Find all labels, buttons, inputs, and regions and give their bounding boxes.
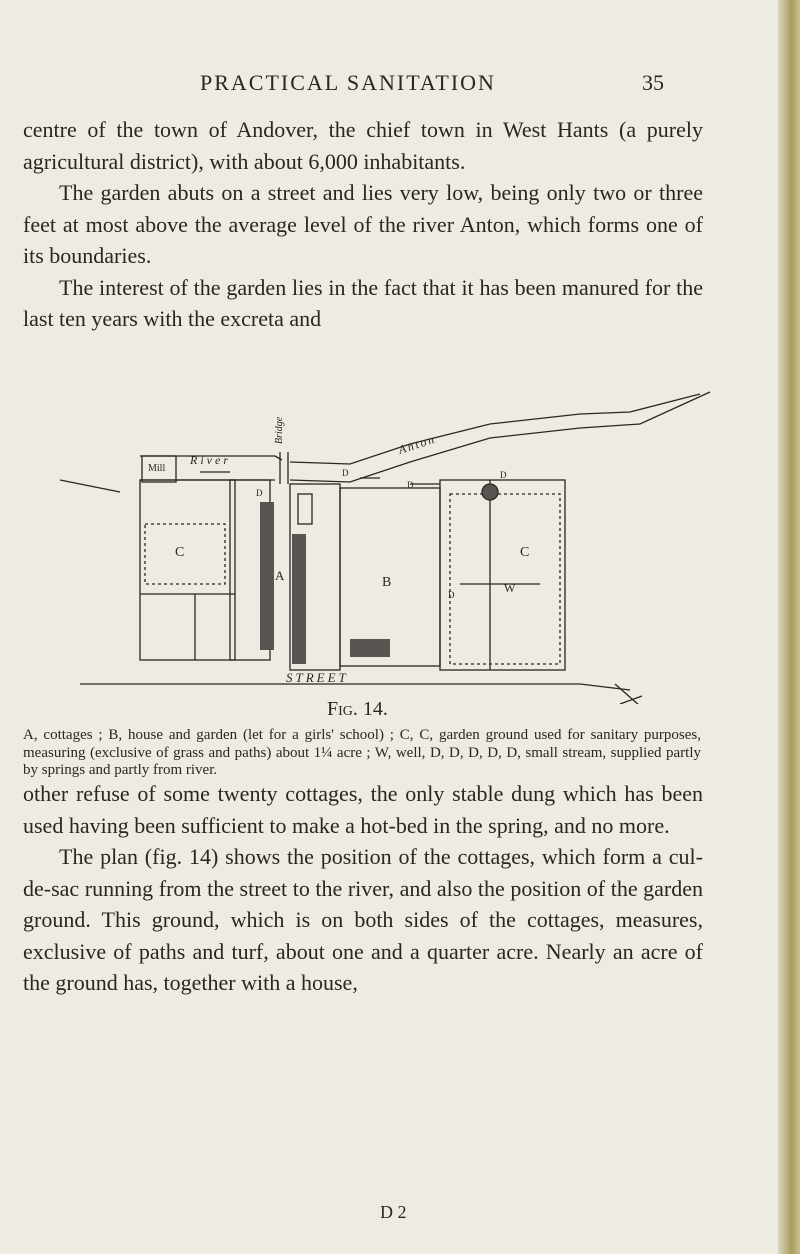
left-garden-block bbox=[140, 480, 235, 660]
label-d-4: D bbox=[500, 470, 507, 480]
label-bridge: Bridge bbox=[274, 416, 285, 444]
paragraph: The garden abuts on a street and lies very low, being only two or three feet at most above the average level of the river Anton, which forms one of its boundaries. bbox=[23, 180, 703, 268]
signature-mark: D 2 bbox=[380, 1202, 407, 1222]
well bbox=[482, 484, 498, 500]
river-bank-right bbox=[290, 394, 700, 464]
paragraph: centre of the town of Andover, the chief town in West Hants (a purely agricultural district), with about 6,000 inhabitants. bbox=[23, 117, 703, 174]
label-mill: Mill bbox=[148, 463, 166, 474]
label-street: STREET bbox=[286, 670, 349, 685]
label-b: B bbox=[382, 575, 392, 590]
label-c-left: C bbox=[175, 545, 185, 560]
street-curve bbox=[580, 684, 630, 690]
running-head-title: PRACTICAL SANITATION bbox=[200, 70, 496, 95]
label-d-3: D bbox=[342, 468, 349, 478]
body-text-top bbox=[23, 114, 703, 335]
river-bank-right-lower bbox=[290, 392, 710, 482]
garden-ground-c-right bbox=[450, 494, 560, 664]
cottages-left-row bbox=[260, 502, 274, 650]
label-c-right: C bbox=[520, 545, 530, 560]
label-d-1: D bbox=[256, 488, 263, 498]
running-head bbox=[0, 70, 778, 100]
figure-caption: A, cottages ; B, house and garden (let for a girls' school) ; C, C, garden ground used for sanitary purposes, measuring (exclusive of grass and paths) about 1¼ acre ; W, well, D, D, D, D, D, small stream, supplied partly by springs and partly from river. bbox=[23, 727, 701, 778]
figure-number: Fig. 14. bbox=[327, 698, 388, 720]
page-number: 35 bbox=[642, 70, 664, 95]
label-anton: Anton bbox=[396, 431, 438, 457]
bank-curve-left bbox=[60, 480, 120, 492]
paragraph: The plan (fig. 14) shows the position of the cottages, which form a cul-de-sac running from the street to the river, and also the position of the garden ground. This ground, which is on both sides of the cottages, measures, exclusive of paths and turf, about one and a quarter acre. Nearly an acre of the ground has, together with a house, bbox=[23, 844, 703, 995]
small-plot bbox=[298, 494, 312, 524]
garden-ground-c-left bbox=[145, 524, 225, 584]
label-a: A bbox=[275, 568, 285, 583]
cottages-a-row bbox=[292, 534, 306, 664]
label-w: W bbox=[504, 581, 516, 595]
right-garden-block bbox=[440, 480, 565, 670]
page-edge bbox=[778, 0, 800, 1254]
label-d-2: D bbox=[407, 480, 414, 490]
label-river: River bbox=[190, 453, 231, 467]
body-text-bottom bbox=[23, 778, 703, 999]
school-house bbox=[350, 639, 390, 657]
label-d-5: D bbox=[448, 590, 455, 600]
paragraph: other refuse of some twenty cottages, the only stable dung which has been used having been sufficient to make a hot-bed in the spring, and no more. bbox=[23, 781, 703, 838]
site-plan-figure bbox=[20, 384, 720, 704]
paragraph: The interest of the garden lies in the fact that it has been manured for the last ten years with the excreta and bbox=[23, 274, 703, 331]
